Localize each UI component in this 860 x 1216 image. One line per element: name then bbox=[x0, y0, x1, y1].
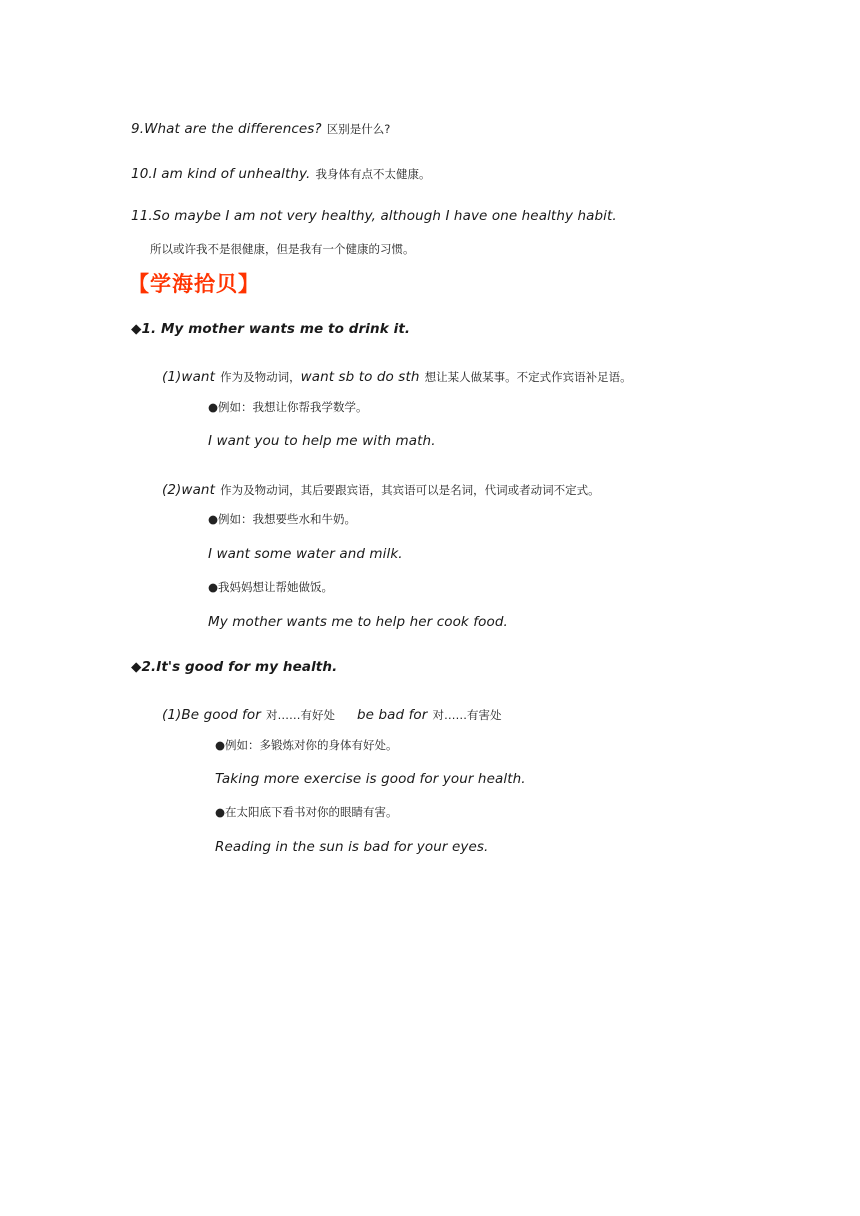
point-1-sub-1-pattern: want sb to do sth bbox=[300, 369, 420, 385]
point-2-example-2-en: Reading in the sun is bad for your eyes. bbox=[215, 839, 489, 855]
point-1-example-1-en: I want you to help me with math. bbox=[208, 433, 436, 449]
sentence-10-en: 10.I am kind of unhealthy. bbox=[131, 166, 311, 182]
point-1-sub-1 bbox=[162, 368, 632, 385]
point-1-sub-1-label: (1)want bbox=[162, 369, 215, 385]
point-1-example-3-en: My mother wants me to help her cook food. bbox=[208, 614, 508, 630]
sentence-9 bbox=[131, 120, 390, 137]
section-heading: 【学海拾贝】 bbox=[128, 271, 260, 296]
point-1-title: ◆1. My mother wants me to drink it. bbox=[131, 321, 411, 337]
point-1-sub-2-desc: 作为及物动词，其后要跟宾语，其宾语可以是名词，代词或者动词不定式。 bbox=[220, 483, 600, 497]
sentence-11-en: 11.So maybe I am not very healthy, although I have one healthy habit. bbox=[131, 208, 617, 224]
sentence-9-en: 9.What are the differences? bbox=[131, 121, 322, 137]
sentence-9-zh: 区别是什么? bbox=[326, 122, 391, 136]
point-2-title: ◆2.It's good for my health. bbox=[131, 659, 338, 675]
point-2-sub-1-bad-for: be bad for bbox=[357, 707, 428, 723]
point-2-sub-1 bbox=[162, 706, 502, 723]
sentence-10 bbox=[131, 165, 431, 182]
sentence-11-zh: 所以或许我不是很健康，但是我有一个健康的习惯。 bbox=[150, 242, 415, 256]
point-1-example-2-zh: ●例如：我想要些水和牛奶。 bbox=[208, 512, 357, 526]
point-2-sub-1-bad-for-desc: 对……有害处 bbox=[432, 708, 502, 722]
point-1-example-1-zh: ●例如：我想让你帮我学数学。 bbox=[208, 400, 368, 414]
sentence-10-zh: 我身体有点不太健康。 bbox=[315, 167, 431, 181]
point-2-sub-1-good-for: (1)Be good for bbox=[162, 707, 261, 723]
point-1-sub-2-label: (2)want bbox=[162, 482, 215, 498]
point-2-sub-1-good-for-desc: 对……有好处 bbox=[266, 708, 335, 722]
point-1-example-2-en: I want some water and milk. bbox=[208, 546, 403, 562]
point-1-sub-2 bbox=[162, 481, 600, 498]
point-1-sub-1-desc-a: 作为及物动词， bbox=[220, 370, 301, 384]
point-2-example-1-en: Taking more exercise is good for your health. bbox=[215, 771, 526, 787]
point-2-example-1-zh: ●例如：多锻炼对你的身体有好处。 bbox=[215, 738, 398, 752]
point-2-example-2-zh: ●在太阳底下看书对你的眼睛有害。 bbox=[215, 805, 398, 819]
point-1-example-3-zh: ●我妈妈想让帮她做饭。 bbox=[208, 580, 334, 594]
point-1-sub-1-desc-c: 想让某人做某事。不定式作宾语补足语。 bbox=[424, 370, 632, 384]
